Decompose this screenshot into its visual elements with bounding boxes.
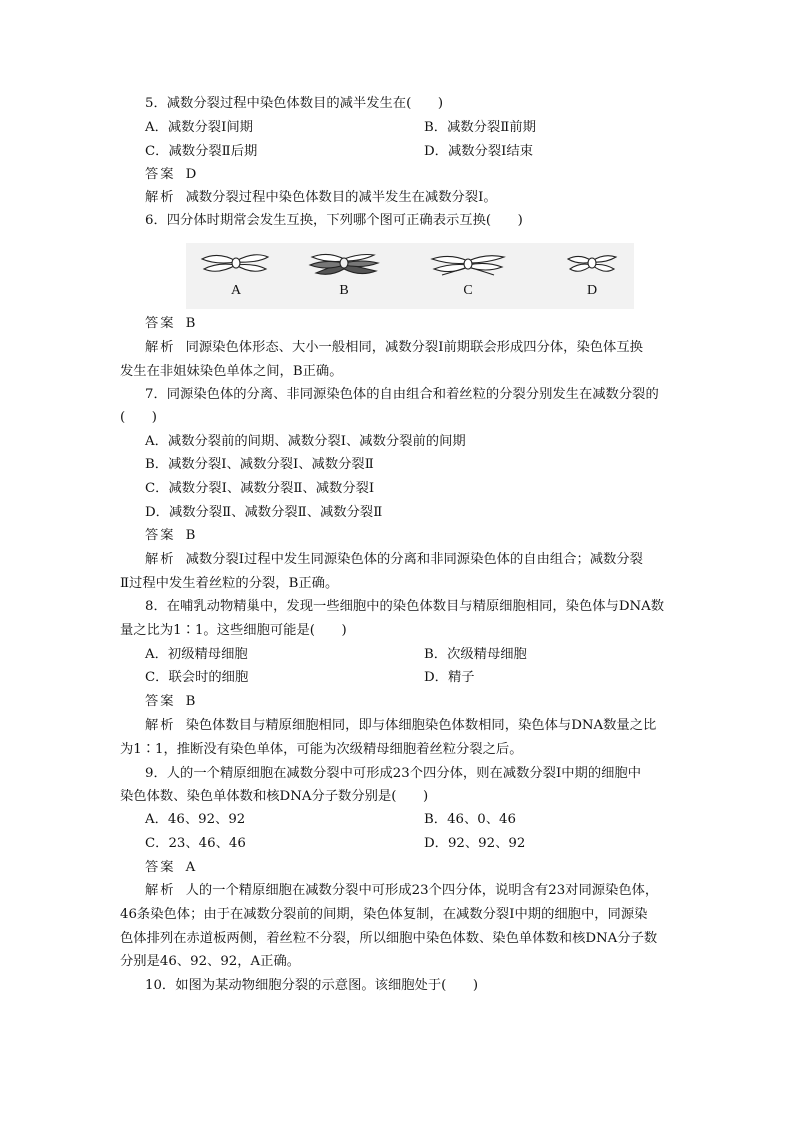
chromosome-pair-d-icon xyxy=(552,249,632,283)
question-9-stem: 9．人的一个精原细胞在减数分裂中可形成23个四分体，则在减数分裂Ⅰ中期的细胞中 xyxy=(145,766,642,781)
question-8-stem: 8．在哺乳动物精巢中，发现一些细胞中的染色体数目与精原细胞相同，染色体与DNA数 xyxy=(145,599,665,614)
answer-value: B xyxy=(185,528,196,543)
q8-explanation-cont: 为1∶1，推断没有染色单体，可能为次级精母细胞着丝粒分裂之后。 xyxy=(120,742,523,757)
explanation-label: 解析 xyxy=(145,340,176,355)
q5-option-a: A．减数分裂Ⅰ间期 xyxy=(145,120,253,135)
q5-answer xyxy=(145,165,196,185)
explanation-text: 减数分裂过程中染色体数目的减半发生在减数分裂Ⅰ。 xyxy=(185,190,497,205)
explanation-label: 解析 xyxy=(145,718,176,733)
q5-explanation xyxy=(145,188,497,208)
q9-option-b: B．46、0、46 xyxy=(424,812,516,827)
figure-option-d xyxy=(552,243,632,309)
q5-option-d: D．减数分裂Ⅰ结束 xyxy=(424,144,533,159)
q9-option-c: C．23、46、46 xyxy=(145,836,246,851)
q8-answer xyxy=(145,692,195,712)
figure-label-a: A xyxy=(230,283,242,298)
crossover-figure xyxy=(186,243,634,309)
answer-label: 答案 xyxy=(145,167,176,182)
question-9-stem-cont: 染色体数、染色单体数和核DNA分子数分别是( ) xyxy=(120,789,429,804)
figure-option-a xyxy=(196,243,276,309)
figure-label-b: B xyxy=(339,283,349,298)
question-6-stem: 6．四分体时期常会发生互换，下列哪个图可正确表示互换( ) xyxy=(145,213,523,228)
chromosome-pair-c-icon xyxy=(428,249,508,283)
q7-explanation-cont: Ⅱ过程中发生着丝粒的分裂，B正确。 xyxy=(120,576,339,591)
chromosome-pair-b-icon xyxy=(304,249,384,283)
answer-value: B xyxy=(185,316,196,331)
q9-explanation-cont-3: 分别是46、92、92，A正确。 xyxy=(120,954,301,969)
q9-explanation-cont-1: 46条染色体；由于在减数分裂前的间期，染色体复制，在减数分裂Ⅰ中期的细胞中，同源染 xyxy=(120,907,648,922)
explanation-text: 减数分裂Ⅰ过程中发生同源染色体的分离和非同源染色体的自由组合；减数分裂 xyxy=(185,552,643,567)
q8-explanation xyxy=(145,716,656,736)
q7-answer xyxy=(145,526,195,546)
q7-option-d: D．减数分裂Ⅱ、减数分裂Ⅱ、减数分裂Ⅱ xyxy=(145,505,383,520)
figure-option-c xyxy=(428,243,508,309)
question-8-stem-cont: 量之比为1∶1。这些细胞可能是( ) xyxy=(120,623,347,638)
explanation-label: 解析 xyxy=(145,552,176,567)
q8-option-d: D．精子 xyxy=(424,670,475,685)
question-7-stem-cont: ( ) xyxy=(120,410,157,425)
figure-label-c: C xyxy=(463,283,473,298)
q8-option-b: B．次级精母细胞 xyxy=(424,647,527,662)
q6-explanation xyxy=(145,338,643,358)
answer-label: 答案 xyxy=(145,528,176,543)
explanation-label: 解析 xyxy=(145,883,176,898)
answer-label: 答案 xyxy=(145,694,176,709)
q7-option-b: B．减数分裂Ⅰ、减数分裂Ⅰ、减数分裂Ⅱ xyxy=(145,457,374,472)
explanation-text: 人的一个精原细胞在减数分裂中可形成23个四分体，说明含有23对同源染色体， xyxy=(185,883,659,898)
explanation-text: 染色体数目与精原细胞相同，即与体细胞染色体数相同，染色体与DNA数量之比 xyxy=(185,718,657,733)
q9-answer xyxy=(145,858,195,878)
q9-explanation xyxy=(145,881,658,901)
q7-option-a: A．减数分裂前的间期、减数分裂Ⅰ、减数分裂前的间期 xyxy=(145,434,466,449)
question-10-stem: 10．如图为某动物细胞分裂的示意图。该细胞处于( ) xyxy=(145,978,479,993)
answer-value: B xyxy=(185,694,196,709)
chromosome-pair-a-icon xyxy=(196,249,276,283)
explanation-text: 同源染色体形态、大小一般相同，减数分裂Ⅰ前期联会形成四分体，染色体互换 xyxy=(185,340,643,355)
q5-option-c: C．减数分裂Ⅱ后期 xyxy=(145,144,258,159)
explanation-label: 解析 xyxy=(145,190,176,205)
answer-value: D xyxy=(185,167,197,182)
figure-option-b xyxy=(304,243,384,309)
answer-value: A xyxy=(185,860,196,875)
figure-label-d: D xyxy=(586,283,598,298)
q6-answer xyxy=(145,314,195,334)
q8-option-c: C．联会时的细胞 xyxy=(145,670,249,685)
q9-option-d: D．92、92、92 xyxy=(424,836,526,851)
answer-label: 答案 xyxy=(145,860,176,875)
question-7-stem: 7．同源染色体的分离、非同源染色体的自由组合和着丝粒的分裂分别发生在减数分裂的 xyxy=(145,387,659,402)
q5-option-b: B．减数分裂Ⅱ前期 xyxy=(424,120,536,135)
question-5-stem: 5．减数分裂过程中染色体数目的减半发生在( ) xyxy=(145,96,444,111)
q8-option-a: A．初级精母细胞 xyxy=(145,647,248,662)
q7-explanation xyxy=(145,550,643,570)
q6-explanation-cont: 发生在非姐妹染色单体之间，B正确。 xyxy=(120,364,343,379)
q9-explanation-cont-2: 色体排列在赤道板两侧，着丝粒不分裂，所以细胞中染色体数、染色单体数和核DNA分子数 xyxy=(120,931,658,946)
answer-label: 答案 xyxy=(145,316,176,331)
q7-option-c: C．减数分裂Ⅰ、减数分裂Ⅱ、减数分裂Ⅰ xyxy=(145,481,375,496)
q9-option-a: A．46、92、92 xyxy=(145,812,246,827)
